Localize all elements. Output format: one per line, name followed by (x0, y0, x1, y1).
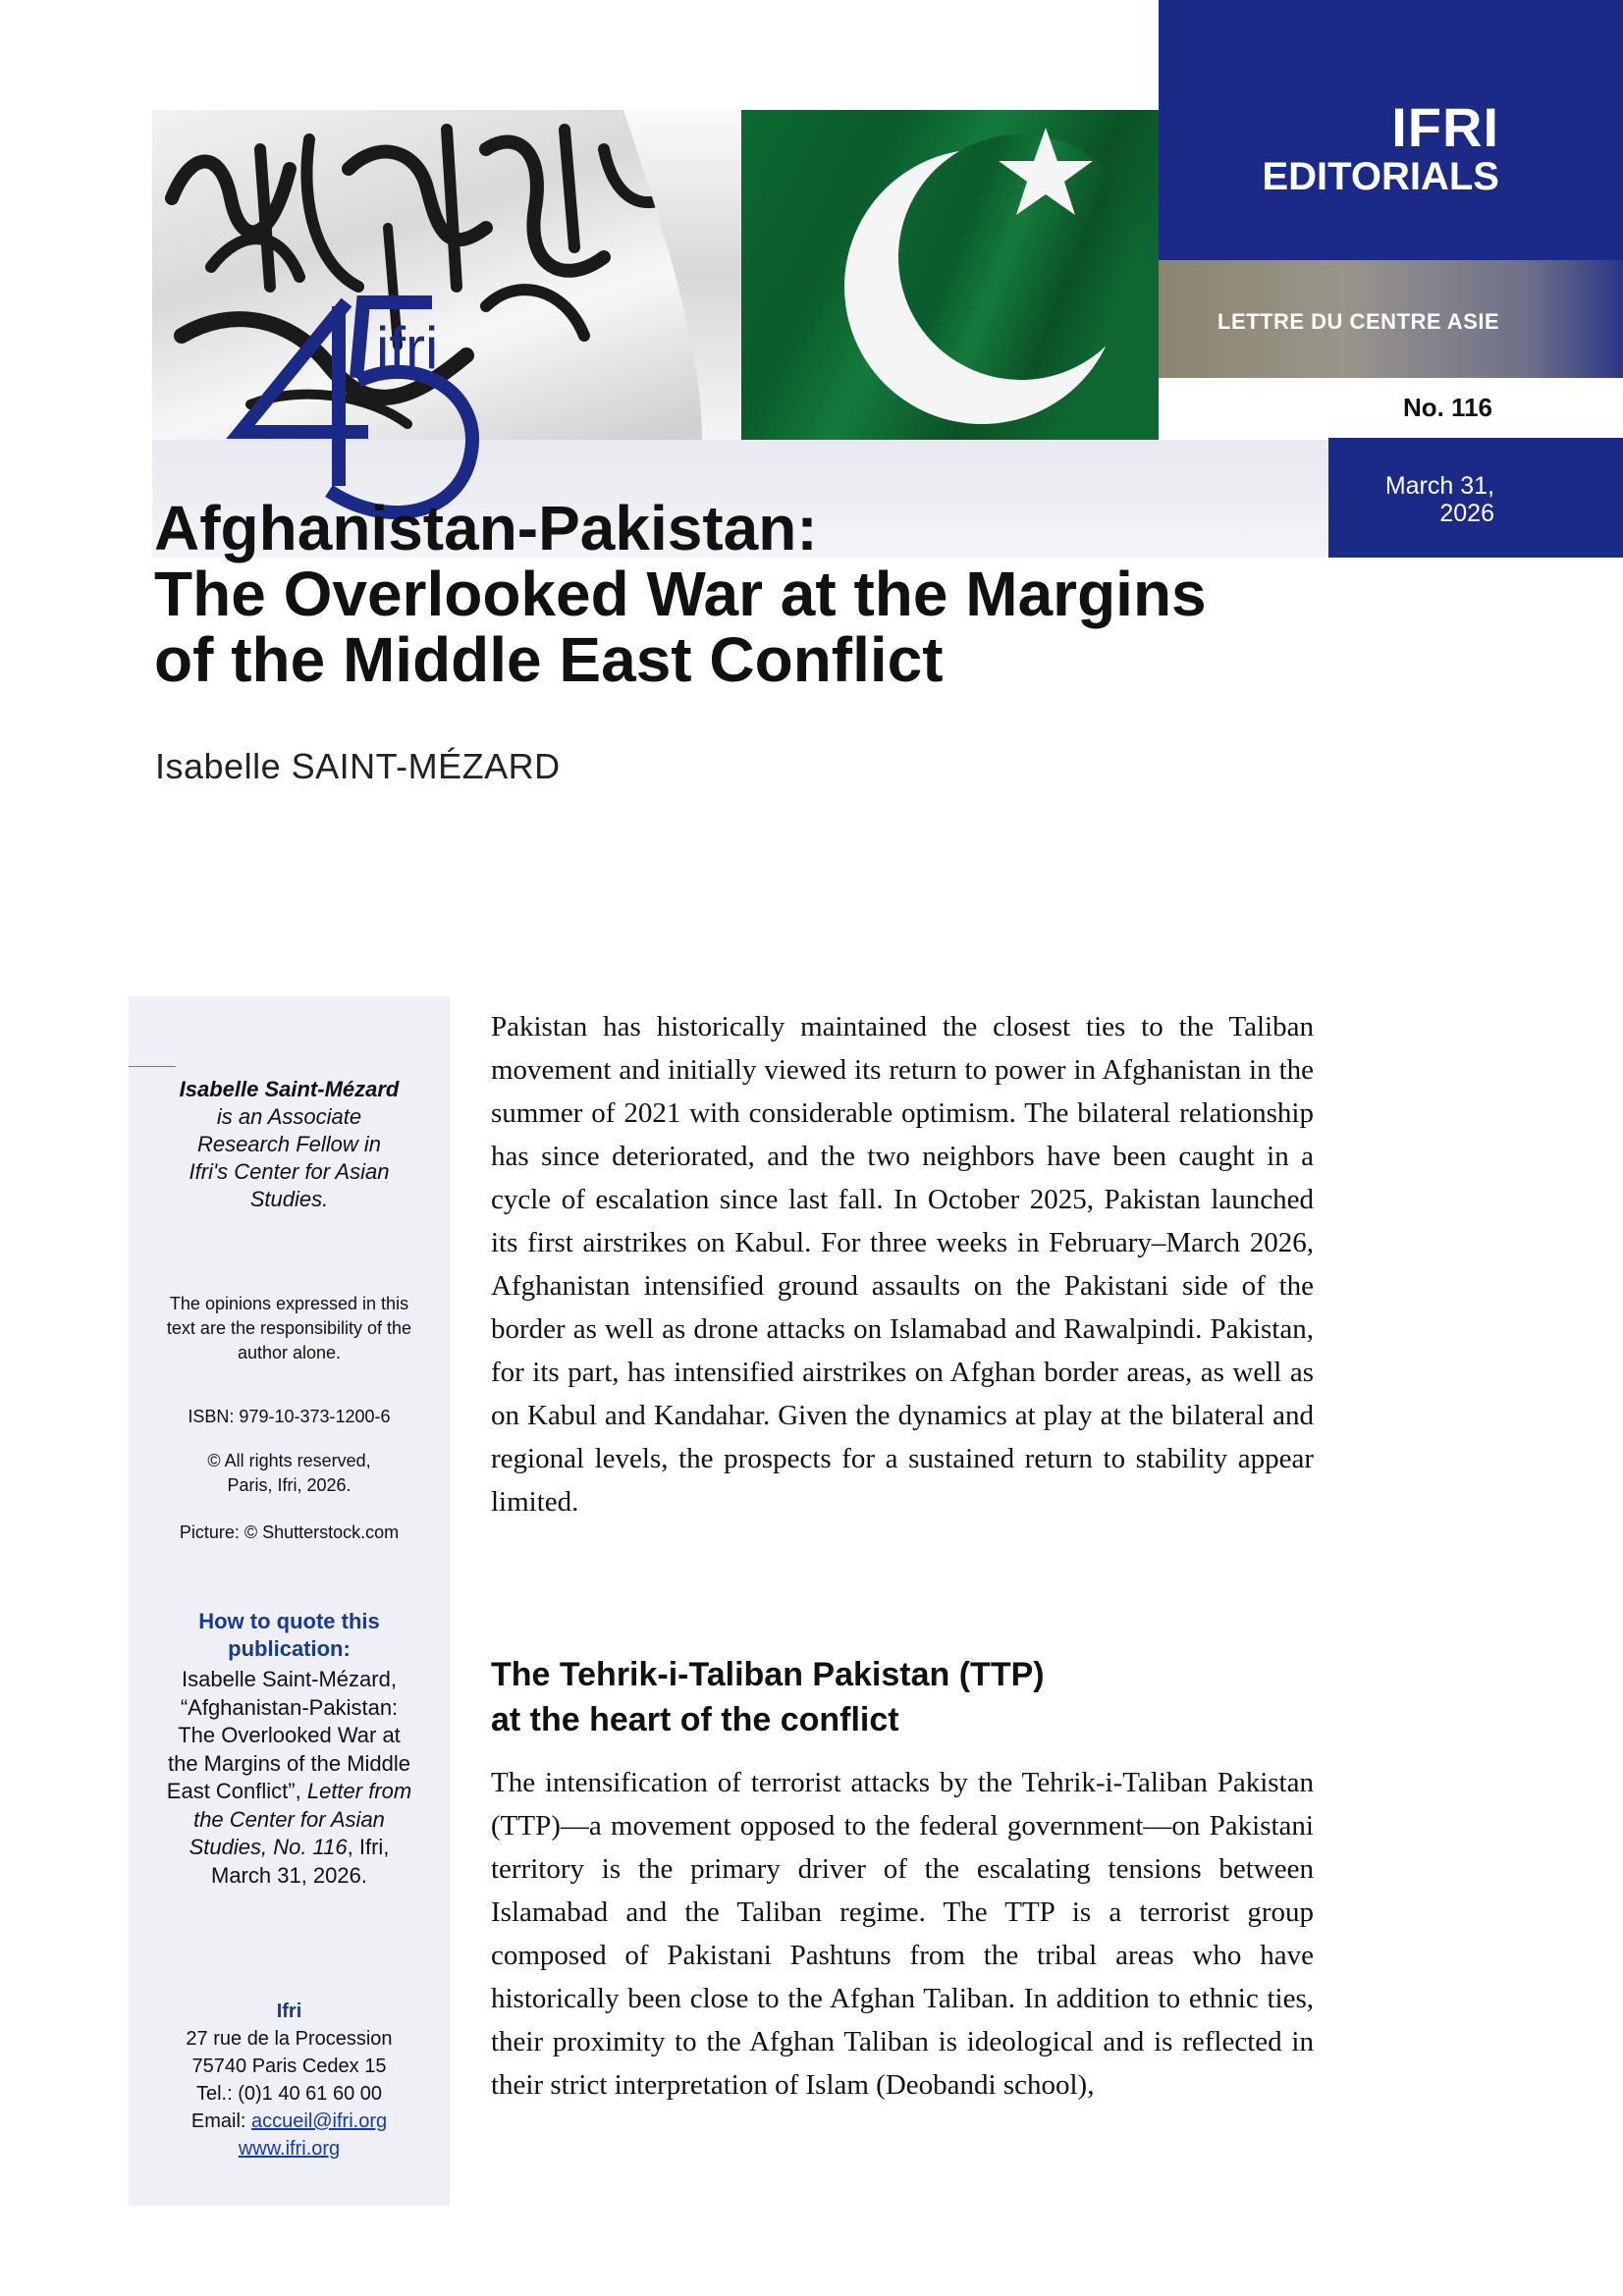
contact-email-row (129, 2108, 450, 2135)
issue-number: No. 116 (1402, 393, 1492, 422)
sidebar-contact (129, 1998, 450, 2163)
contact-ifri-name: Ifri (276, 2001, 302, 2022)
section-heading (491, 1652, 1314, 1742)
publication-date (1298, 473, 1494, 527)
sidebar-author-bio (129, 1076, 450, 1213)
series-title-line2: EDITORIALS (1262, 155, 1499, 198)
body-paragraph-2: The intensification of terrorist attacks by the Tehrik-i-Taliban Pakistan (TTP)—a movement opposed to the federal government—on Pakistani territory is the primary driver of the escalating tensions between Islamabad and the Taliban regime. The TTP is a terrorist group composed of Pakistani Pashtuns from the tribal areas who have historically been close to the Afghan Taliban. In addition to ethnic ties, their proximity to the Afghan Taliban is ideological and is reflected in their strict interpretation of Islam (Deobandi school), (491, 1767, 1314, 2101)
sidebar-author-description: is an Associate Research Fellow in Ifri's Center for Asian Studies. (189, 1104, 390, 1211)
sidebar-citation-body (163, 1666, 416, 1890)
sidebar-divider (129, 1066, 176, 1067)
date-line1: March 31, (1384, 472, 1494, 500)
citation-part1: Isabelle Saint-Mézard, “Afghanistan-Pakistan: The Overlooked War at the Margins of the Middle East Conflict”, (166, 1667, 411, 1803)
page-title (154, 493, 1283, 695)
sidebar-author-name: Isabelle Saint-Mézard (179, 1077, 400, 1101)
contact-address1: 27 rue de la Procession (186, 2028, 393, 2050)
sidebar-isbn: ISBN: 979-10-373-1200-6 (188, 1407, 391, 1426)
sidebar-rights (129, 1449, 450, 1498)
lettre-banner (1159, 260, 1623, 378)
sidebar-quote-heading (129, 1608, 450, 1663)
contact-tel: Tel.: (0)1 40 61 60 00 (195, 2083, 382, 2105)
sidebar-rights-line1: © All rights reserved, (207, 1451, 371, 1470)
title-line1: Afghanistan-Pakistan: (154, 493, 818, 563)
date-line2: 2026 (1439, 499, 1494, 527)
section-heading-line1: The Tehrik-i-Taliban Pakistan (TTP) (491, 1656, 1045, 1693)
contact-website-link[interactable]: www.ifri.org (238, 2138, 341, 2160)
date-block (1328, 438, 1623, 558)
sidebar-disclaimer (129, 1292, 450, 1365)
sidebar-opinions: The opinions expressed in this text are the responsibility of the author alone. (166, 1294, 412, 1362)
author-name: Isabelle SAINT-MÉZARD (155, 746, 561, 786)
sidebar-quote-heading-text: How to quote this publication: (198, 1609, 380, 1661)
series-title (1262, 96, 1499, 198)
body-paragraph-1: Pakistan has historically maintained the closest ties to the Taliban movement and initially viewed its return to power in Afghanistan in the summer of 2021 with considerable optimism. The bilateral relationship has since deteriorated, and the two neighbors have been caught in a cycle of escalation since last fall. In October 2025, Pakistan launched its first airstrikes on Kabul. For three weeks in February–March 2026, Afghanistan intensified ground assaults on the Pakistani side of the border as well as drone attacks on Islamabad and Rawalpindi. Pakistan, for its part, has intensified airstrikes on Afghan border areas, as well as on Kabul and Kandahar. Given the dynamics at play at the bilateral and regional levels, the prospects for a sustained return to stability appear limited. (491, 1011, 1314, 1518)
sidebar-picture-credit: Picture: © Shutterstock.com (179, 1522, 400, 1542)
section-heading-line2: at the heart of the conflict (491, 1701, 899, 1738)
logo-text: ifri (376, 315, 439, 381)
title-line2: The Overlooked War at the Margins (154, 559, 1207, 629)
series-block (1159, 0, 1623, 260)
lettre-label: LETTRE DU CENTRE ASIE (1217, 309, 1500, 334)
sidebar-rights-line2: Paris, Ifri, 2026. (227, 1475, 352, 1495)
title-line3: of the Middle East Conflict (154, 624, 944, 695)
contact-email-link[interactable]: accueil@ifri.org (251, 2110, 388, 2132)
citation-italic: Letter from the Center for Asian Studies, No. 116 (189, 1779, 412, 1859)
series-title-line1: IFRI (1391, 96, 1499, 158)
sidebar-citation (129, 1666, 450, 1890)
citation-part2: , Ifri, March 31, 2026. (211, 1835, 390, 1888)
contact-email-label: Email: (190, 2110, 251, 2132)
contact-address2: 75740 Paris Cedex 15 (191, 2056, 387, 2077)
